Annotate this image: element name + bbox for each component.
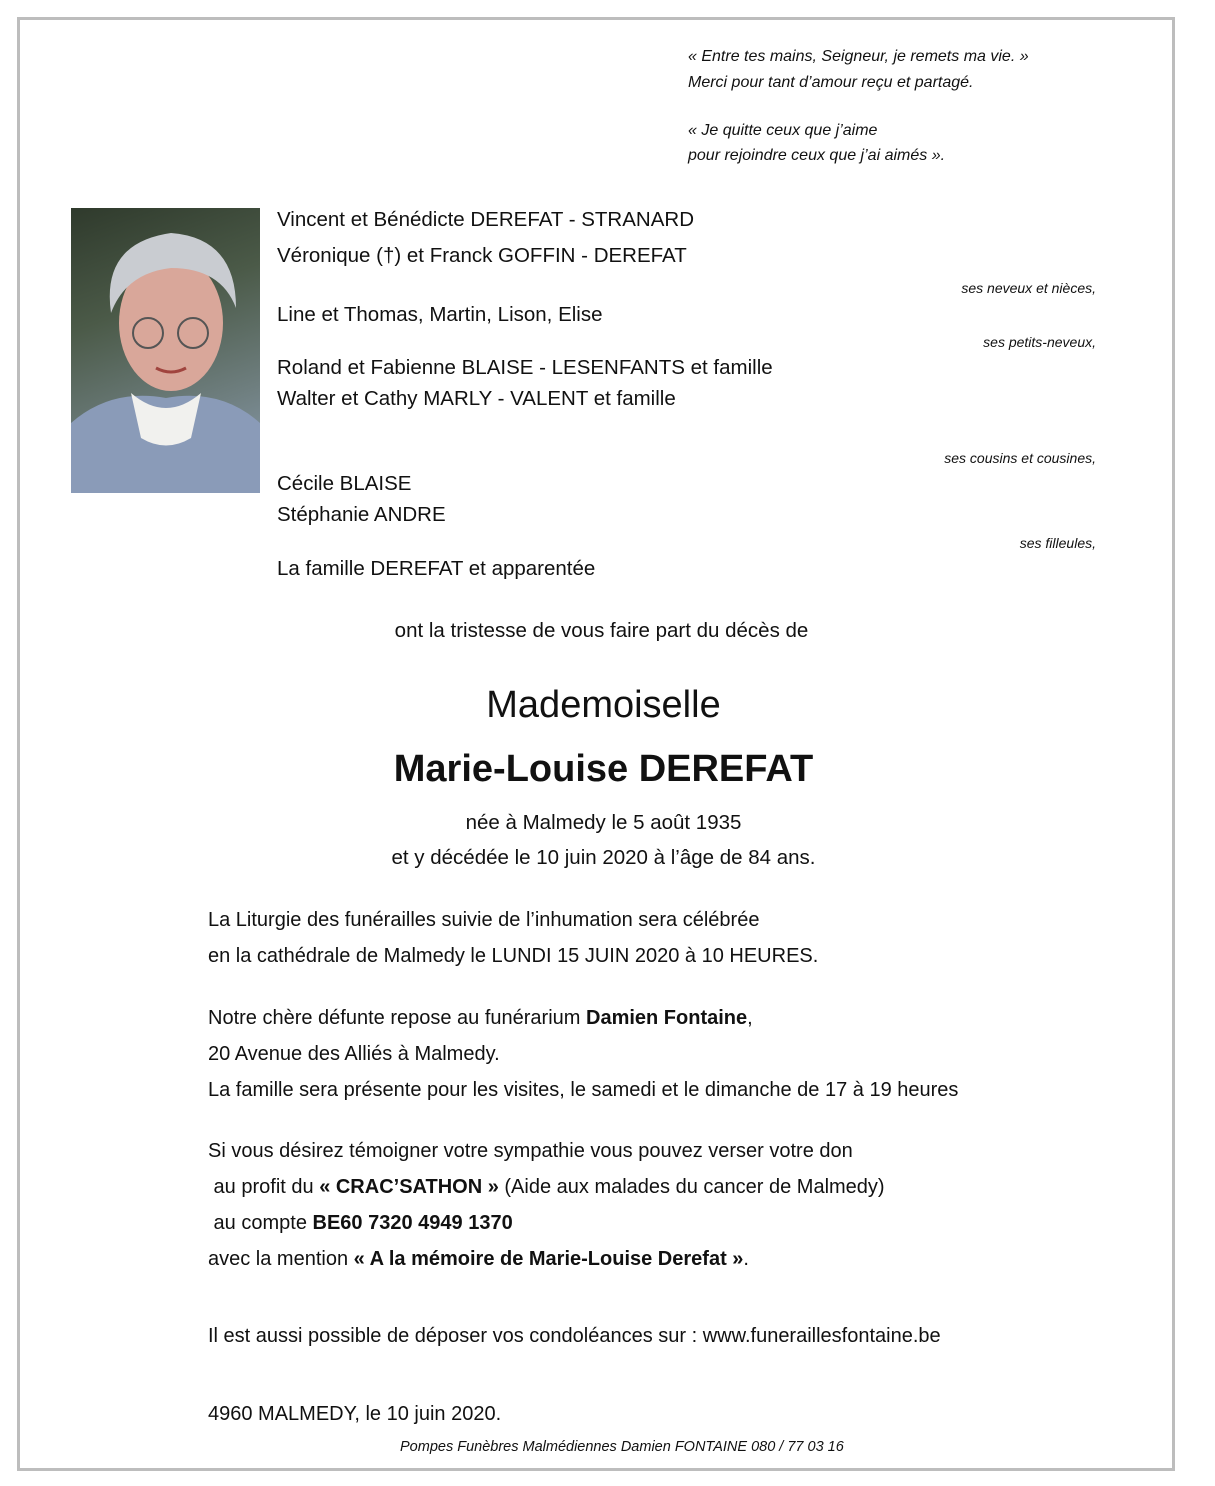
text: . bbox=[743, 1248, 749, 1270]
funerarium-line bbox=[208, 1007, 753, 1030]
visits-line: La famille sera présente pour les visites, le samedi et le dimanche de 17 à 19 heures bbox=[208, 1079, 959, 1101]
text: avec la mention bbox=[208, 1248, 354, 1270]
donation-line bbox=[208, 1248, 749, 1271]
quote-line: pour rejoindre ceux que j’ai aimés ». bbox=[688, 147, 946, 164]
footer-funeral-home: Pompes Funèbres Malmédiennes Damien FONTAINE 080 / 77 03 16 bbox=[400, 1439, 844, 1455]
relation-label: ses neveux et nièces, bbox=[961, 280, 1096, 296]
liturgy-line: La Liturgie des funérailles suivie de l’inhumation sera célébrée bbox=[208, 909, 760, 931]
relation-label: ses filleules, bbox=[1019, 535, 1096, 551]
portrait-photo bbox=[71, 208, 260, 493]
family-member: Vincent et Bénédicte DEREFAT - STRANARD bbox=[277, 208, 694, 231]
family-member: Cécile BLAISE bbox=[277, 472, 412, 495]
family-member: Stéphanie ANDRE bbox=[277, 503, 446, 526]
deceased-title: Mademoiselle bbox=[486, 684, 721, 726]
funerarium-name: Damien Fontaine bbox=[586, 1007, 748, 1029]
donation-mention: « A la mémoire de Marie-Louise Derefat » bbox=[353, 1248, 744, 1270]
family-member: Line et Thomas, Martin, Lison, Elise bbox=[277, 303, 603, 326]
address-line: 20 Avenue des Alliés à Malmedy. bbox=[208, 1043, 500, 1065]
relation-label: ses cousins et cousines, bbox=[944, 450, 1096, 466]
birth-info: née à Malmedy le 5 août 1935 bbox=[465, 811, 742, 834]
bank-account: BE60 7320 4949 1370 bbox=[312, 1212, 513, 1234]
deceased-name: Marie-Louise DEREFAT bbox=[393, 748, 814, 790]
text: (Aide aux malades du cancer de Malmedy) bbox=[498, 1176, 885, 1198]
quote-line: « Entre tes mains, Seigneur, je remets ma vie. » bbox=[688, 48, 1029, 65]
quote-line: Merci pour tant d’amour reçu et partagé. bbox=[688, 74, 974, 91]
family-member: Walter et Cathy MARLY - VALENT et famille bbox=[277, 387, 676, 410]
announcement: ont la tristesse de vous faire part du décès de bbox=[394, 619, 809, 642]
family-member: Véronique (†) et Franck GOFFIN - DEREFAT bbox=[277, 244, 687, 267]
condolences-line: Il est aussi possible de déposer vos condoléances sur : www.funeraillesfontaine.be bbox=[208, 1325, 941, 1347]
text: , bbox=[747, 1007, 753, 1029]
charity-name: « CRAC’SATHON » bbox=[319, 1176, 499, 1198]
text: au profit du bbox=[208, 1176, 320, 1198]
text: Notre chère défunte repose au funérarium bbox=[208, 1007, 586, 1029]
text: au compte bbox=[208, 1212, 313, 1234]
relation-label: ses petits-neveux, bbox=[983, 334, 1096, 350]
liturgy-line: en la cathédrale de Malmedy le LUNDI 15 JUIN 2020 à 10 HEURES. bbox=[208, 945, 819, 967]
death-info: et y décédée le 10 juin 2020 à l’âge de 84 ans. bbox=[391, 846, 816, 869]
quote-line: « Je quitte ceux que j’aime bbox=[688, 122, 878, 139]
family-member: La famille DEREFAT et apparentée bbox=[277, 557, 596, 580]
donation-line bbox=[208, 1212, 513, 1235]
donation-line bbox=[208, 1176, 885, 1199]
family-member: Roland et Fabienne BLAISE - LESENFANTS et famille bbox=[277, 356, 773, 379]
donation-line: Si vous désirez témoigner votre sympathie vous pouvez verser votre don bbox=[208, 1140, 853, 1162]
place-date: 4960 MALMEDY, le 10 juin 2020. bbox=[208, 1403, 502, 1425]
